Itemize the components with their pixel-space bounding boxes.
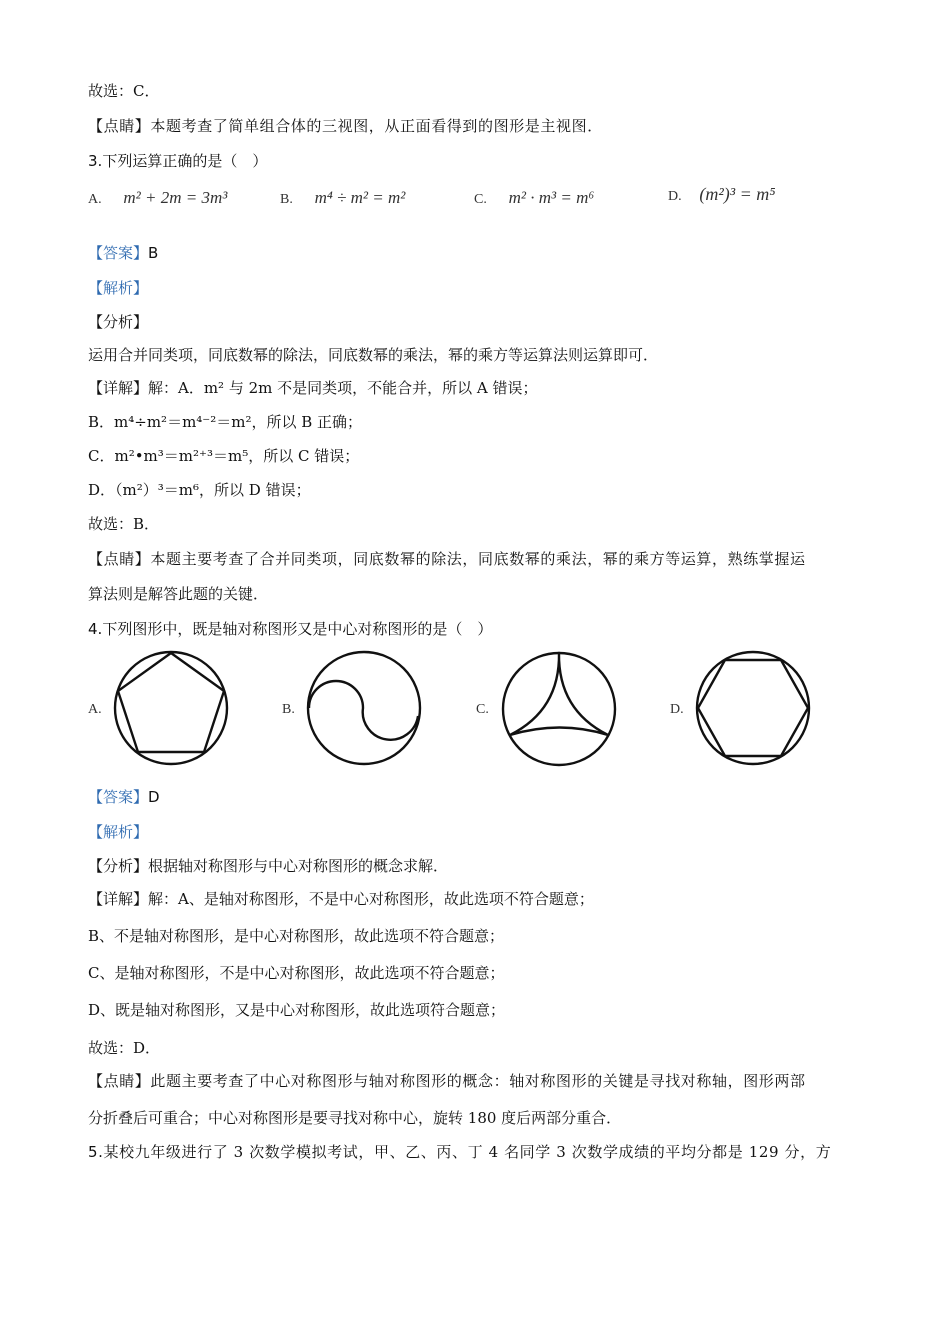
q3-analysis-tag: 【解析】 (88, 279, 149, 297)
q4-stem-line (88, 618, 492, 639)
q4-stem: 下列图形中，既是轴对称图形又是中心对称图形的是（ ） (102, 620, 493, 638)
circle-curved-triangle-icon (500, 650, 620, 770)
q4-fenxi: 【分析】根据轴对称图形与中心对称图形的概念求解． (88, 857, 449, 875)
q4-analysis-tag: 【解析】 (88, 823, 149, 841)
q3-detail-b: B．m⁴÷m²＝m⁴⁻²＝m²，所以 B 正确； (88, 413, 363, 431)
q3-choice: 故选：B． (88, 515, 160, 533)
q3-answer-line (88, 242, 158, 263)
prev-choice: 故选：C． (88, 82, 160, 100)
q3-option-d-label: D. (668, 189, 682, 204)
q4-figure-d-label: D. (670, 702, 684, 717)
q3-option-b-label: B. (280, 192, 293, 207)
q4-detail-d: D、既是轴对称图形，又是中心对称图形，故此选项符合题意； (88, 1001, 506, 1019)
q4-figure-c-label: C. (476, 702, 489, 717)
q4-figure-a-label: A. (88, 702, 102, 717)
q4-choice: 故选：D． (88, 1039, 161, 1057)
q4-number: 4. (88, 620, 103, 638)
q3-stem: 下列运算正确的是（ ） (102, 152, 268, 170)
q3-number: 3. (88, 152, 103, 170)
q4-figures (88, 650, 848, 770)
q3-detail-a: 【详解】解：A．m² 与 2m 不是同类项，不能合并，所以 A 错误； (88, 379, 538, 397)
q3-fenxi-tag: 【分析】 (88, 313, 149, 331)
q4-detail-a: 【详解】解：A、是轴对称图形，不是中心对称图形，故此选项不符合题意； (88, 890, 594, 908)
q3-detail-c: C．m²•m³＝m²⁺³＝m⁵，所以 C 错误； (88, 447, 360, 465)
q4-dianjing-line1: 【点睛】此题主要考查了中心对称图形与轴对称图形的概念：轴对称图形的关键是寻找对称轴，图形两部 (88, 1072, 806, 1090)
q3-answer-tag: 【答案】 (88, 244, 149, 262)
q3-option-b-expr: m⁴ ÷ m² = m² (314, 188, 406, 207)
circle-hexagon-icon (694, 650, 814, 770)
circle-pentagon-icon (112, 650, 232, 770)
q3-option-c-expr: m² · m³ = m⁶ (508, 188, 595, 207)
q4-answer-tag: 【答案】 (88, 788, 149, 806)
q4-dianjing-line2: 分折叠后可重合；中心对称图形是要寻找对称中心，旋转 180 度后两部分重合． (88, 1109, 622, 1127)
q3-option-d (668, 184, 776, 205)
q3-answer: B (148, 244, 159, 262)
q3-option-a-expr: m² + 2m = 3m³ (123, 188, 228, 207)
q5-stem: 某校九年级进行了 3 次数学模拟考试，甲、乙、丙、丁 4 名同学 3 次数学成绩的平均分都是 129 分，方 (103, 1143, 832, 1161)
q4-detail-c: C、是轴对称图形，不是中心对称图形，故此选项不符合题意； (88, 964, 505, 982)
q3-dianjing-line1: 【点睛】本题主要考查了合并同类项，同底数幂的除法，同底数幂的乘法，幂的乘方等运算，熟练掌握运 (88, 550, 806, 568)
q4-detail-b: B、不是轴对称图形，是中心对称图形，故此选项不符合题意； (88, 927, 505, 945)
q3-option-d-expr: (m²)³ = m⁵ (699, 184, 776, 204)
circle-yinyang-curve-icon (306, 650, 426, 770)
q3-options (88, 184, 868, 228)
q3-option-c-label: C. (474, 192, 487, 207)
q4-figure-b-label: B. (282, 702, 295, 717)
q4-answer-line (88, 786, 160, 807)
q3-option-a-label: A. (88, 192, 102, 207)
q5-stem-line (88, 1141, 831, 1162)
q4-answer: D (148, 788, 160, 806)
q3-dianjing-line2: 算法则是解答此题的关键． (88, 585, 269, 603)
q3-detail-d: D．（m²）³＝m⁶，所以 D 错误； (88, 481, 311, 499)
prev-dianjing: 【点睛】本题考查了简单组合体的三视图，从正面看得到的图形是主视图． (88, 117, 603, 135)
q5-number: 5. (88, 1143, 104, 1161)
q3-stem-line (88, 150, 267, 171)
q3-fenxi-text: 运用合并同类项，同底数幂的除法，同底数幂的乘法，幂的乘方等运算法则运算即可． (88, 346, 659, 364)
q3-option-c (474, 188, 594, 208)
q3-option-a (88, 188, 227, 208)
q3-option-b (280, 188, 405, 208)
